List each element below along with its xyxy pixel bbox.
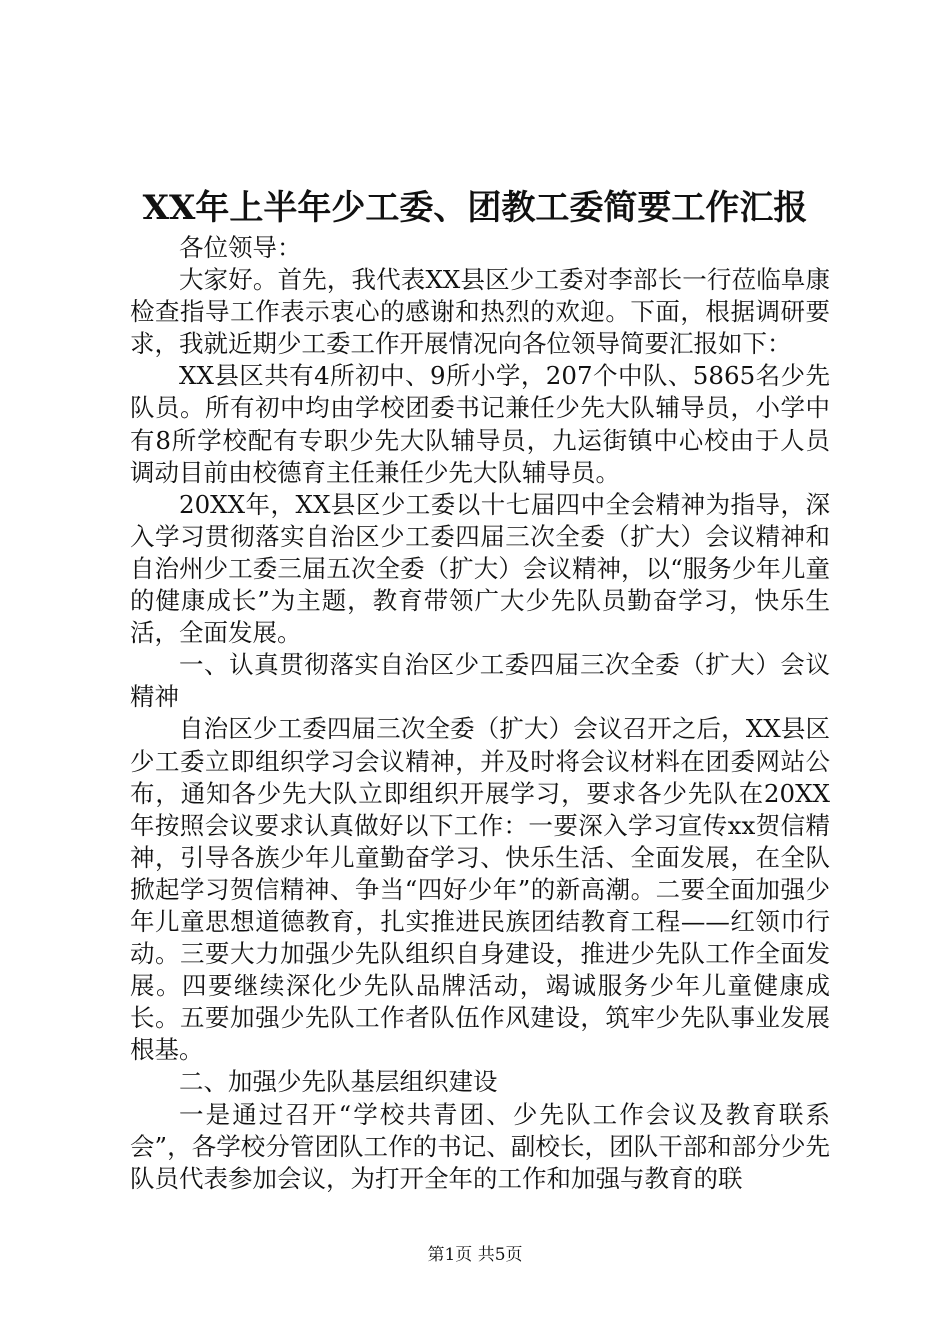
document-body: [130, 232, 830, 1195]
paragraph-overview: XX县区共有4所初中、9所小学，207个中队、5865名少先队员。所有初中均由学校团委书记兼任少先大队辅导员，小学中有8所学校配有专职少先大队辅导员，九运街镇中心校由于人员调动目前由校德育主任兼任少先大队辅导员。: [130, 361, 830, 487]
page-footer: 第1页 共5页: [427, 1245, 523, 1265]
paragraph-salutation: 各位领导：: [179, 233, 302, 262]
paragraph-section-2: 一是通过召开“学校共青团、少先队工作会议及教育联系会”，各学校分管团队工作的书记、副校长，团队干部和部分少先队员代表参加会议，为打开全年的工作和加强与教育的联: [130, 1099, 830, 1193]
section-heading-1: 一、认真贯彻落实自治区少工委四届三次全委（扩大）会议精神: [130, 650, 830, 712]
section-heading-2: 二、加强少先队基层组织建设: [179, 1067, 498, 1097]
paragraph-greeting: 大家好。首先，我代表XX县区少工委对李部长一行莅临阜康检查指导工作表示衷心的感谢和热烈的欢迎。下面，根据调研要求，我就近期少工委工作开展情况向各位领导简要汇报如下：: [130, 265, 830, 359]
document-title: XX年上半年少工委、团教工委简要工作汇报: [142, 188, 808, 228]
paragraph-annual-theme: 20XX年，XX县区少工委以十七届四中全会精神为指导，深入学习贯彻落实自治区少工委四届三次全委（扩大）会议精神和自治州少工委三届五次全委（扩大）会议精神，以“服务少年儿童的健康成长”为主题，教育带领广大少先队员勤奋学习，快乐生活，全面发展。: [130, 489, 830, 648]
paragraph-section-1: 自治区少工委四届三次全委（扩大）会议召开之后，XX县区少工委立即组织学习会议精神，并及时将会议材料在团委网站公布，通知各少先大队立即组织开展学习，要求各少先队在20XX年按照会议要求认真做好以下工作：一要深入学习宣传xx贺信精神，引导各族少年儿童勤奋学习、快乐生活、全面发展，在全队掀起学习贺信精神、争当“四好少年”的新高潮。二要全面加强少年儿童思想道德教育，扎实推进民族团结教育工程——红领巾行动。三要大力加强少先队组织自身建设，推进少先队工作全面发展。四要继续深化少先队品牌活动，竭诚服务少年儿童健康成长。五要加强少先队工作者队伍作风建设，筑牢少先队事业发展根基。: [130, 714, 830, 1065]
